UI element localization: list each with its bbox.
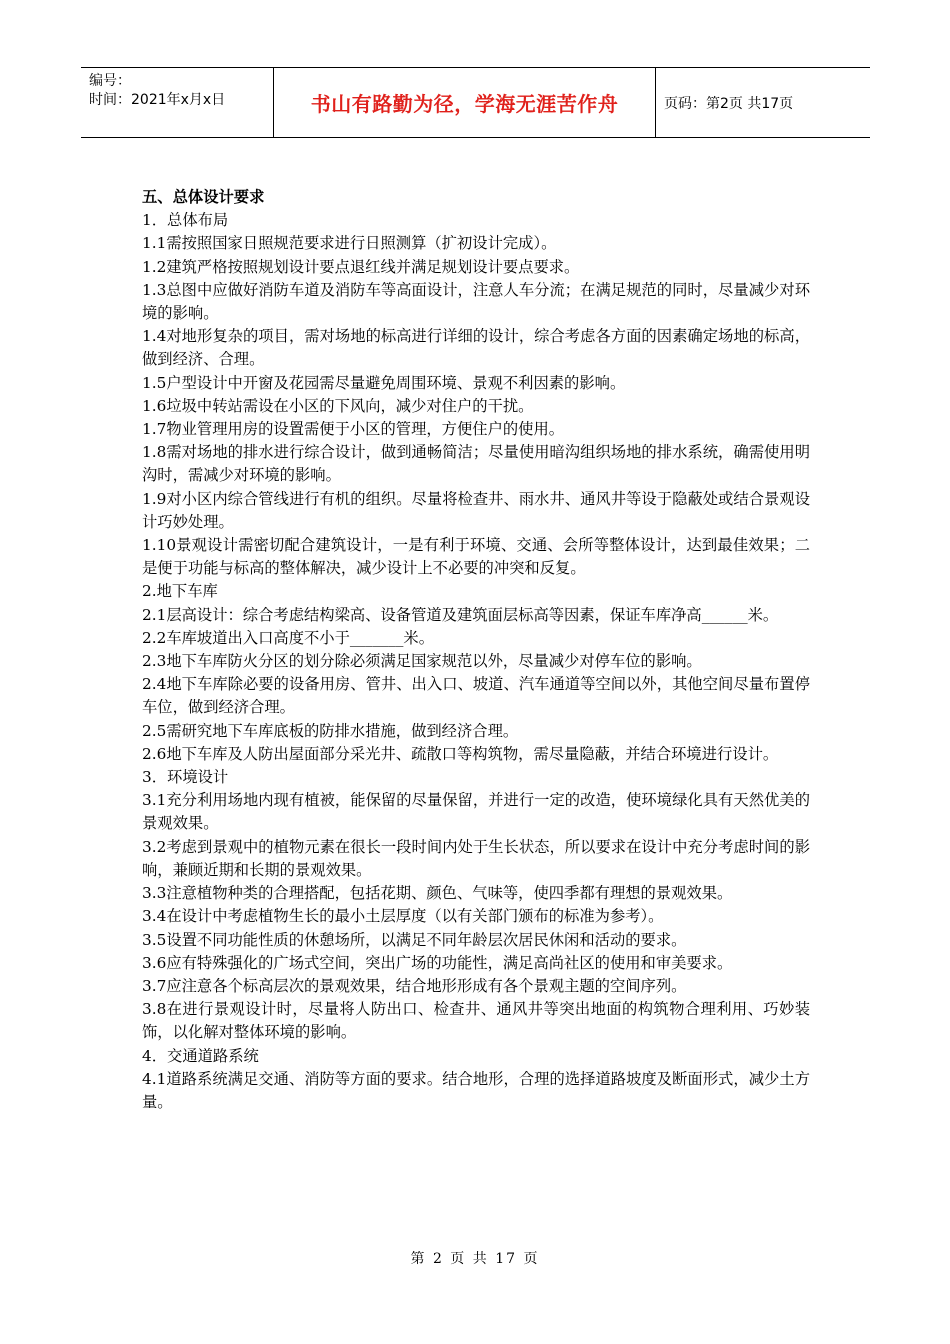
page-footer: 第 2 页 共 17 页 <box>410 1251 540 1267</box>
section-title: 五、总体设计要求 <box>142 188 265 206</box>
body-paragraph: 3．环境设计 <box>142 768 229 787</box>
header-meta <box>81 68 273 137</box>
document-date: 时间：2021年x月x日 <box>89 92 226 108</box>
body-paragraph: 3.3注意植物种类的合理搭配，包括花期、颜色、气味等，使四季都有理想的景观效果。 <box>142 884 733 903</box>
body-paragraph: 3.4在设计中考虑植物生长的最小土层厚度（以有关部门颁布的标准为参考）。 <box>142 907 664 926</box>
body-paragraph: 4.1道路系统满足交通、消防等方面的要求。结合地形，合理的选择道路坡度及断面形式，减少土方量。 <box>142 1069 810 1111</box>
body-paragraph: 3.8在进行景观设计时，尽量将人防出口、检查井、通风井等突出地面的构筑物合理利用、巧妙装饰，以化解对整体环境的影响。 <box>142 1000 810 1042</box>
body-paragraph: 2.5需研究地下车库底板的防排水措施，做到经济合理。 <box>142 721 519 740</box>
body-paragraph: 1.10景观设计需密切配合建筑设计，一是有利于环境、交通、会所等整体设计，达到最佳效果；二是便于功能与标高的整体解决，减少设计上不必要的冲突和反复。 <box>142 536 810 578</box>
body-paragraph: 1.5户型设计中开窗及花园需尽量避免周围环境、景观不利因素的影响。 <box>142 373 626 392</box>
body-paragraph: 1.1需按照国家日照规范要求进行日照测算（扩初设计完成）。 <box>142 234 557 253</box>
body-paragraph: 2.1层高设计：综合考虑结构梁高、设备管道及建筑面层标高等因素，保证车库净高______米。 <box>142 605 779 624</box>
body-paragraph: 3.5设置不同功能性质的休憩场所，以满足不同年龄层次居民休闲和活动的要求。 <box>142 930 687 949</box>
document-number-label: 编号： <box>89 73 131 89</box>
body-paragraph: 1.2建筑严格按照规划设计要点退红线并满足规划设计要点要求。 <box>142 257 580 276</box>
body-paragraph: 3.2考虑到景观中的植物元素在很长一段时间内处于生长状态，所以要求在设计中充分考虑时间的影响，兼顾近期和长期的景观效果。 <box>142 837 810 879</box>
body-paragraph: 3.1充分利用场地内现有植被，能保留的尽量保留，并进行一定的改造，使环境绿化具有天然优美的景观效果。 <box>142 791 810 833</box>
body-paragraph: 2.2车库坡道出入口高度不小于_______米。 <box>142 628 435 647</box>
body-paragraph: 1.7物业管理用房的设置需便于小区的管理，方便住户的使用。 <box>142 420 565 439</box>
body-paragraph: 3.6应有特殊强化的广场式空间，突出广场的功能性，满足高尚社区的使用和审美要求。 <box>142 953 733 972</box>
body-paragraph: 4．交通道路系统 <box>142 1046 259 1065</box>
body-paragraph: 1.9对小区内综合管线进行有机的组织。尽量将检查井、雨水井、通风井等设于隐蔽处或结合景观设计巧妙处理。 <box>142 489 810 531</box>
body-paragraph: 1.4对地形复杂的项目，需对场地的标高进行详细的设计，综合考虑各方面的因素确定场地的标高，做到经济、合理。 <box>142 327 810 369</box>
body-paragraph: 2.3地下车库防火分区的划分除必须满足国家规范以外，尽量减少对停车位的影响。 <box>142 652 702 671</box>
body-paragraph: 2.4地下车库除必要的设备用房、管井、出入口、坡道、汽车通道等空间以外，其他空间尽量布置停车位，做到经济合理。 <box>142 675 810 717</box>
body-paragraph: 3.7应注意各个标高层次的景观效果，结合地形形成有各个景观主题的空间序列。 <box>142 976 687 995</box>
page-header <box>81 67 870 138</box>
body-paragraph: 1．总体布局 <box>142 211 229 230</box>
header-divider <box>655 68 656 137</box>
body-paragraph: 1.6垃圾中转站需设在小区的下风向，减少对住户的干扰。 <box>142 396 534 415</box>
body-paragraph: 2.6地下车库及人防出屋面部分采光井、疏散口等构筑物，需尽量隐蔽，并结合环境进行设计。 <box>142 744 779 763</box>
header-motto: 书山有路勤为径，学海无涯苦作舟 <box>310 92 619 116</box>
body-paragraph: 1.8需对场地的排水进行综合设计，做到通畅简洁；尽量使用暗沟组织场地的排水系统，确需使用明沟时，需减少对环境的影响。 <box>142 443 810 485</box>
body-paragraph: 2.地下车库 <box>142 582 218 601</box>
header-page-info: 页码：第2页 共17页 <box>664 96 794 112</box>
document-body <box>142 186 810 1114</box>
body-paragraph: 1.3总图中应做好消防车道及消防车等高面设计，注意人车分流；在满足规范的同时，尽量减少对环境的影响。 <box>142 280 810 323</box>
